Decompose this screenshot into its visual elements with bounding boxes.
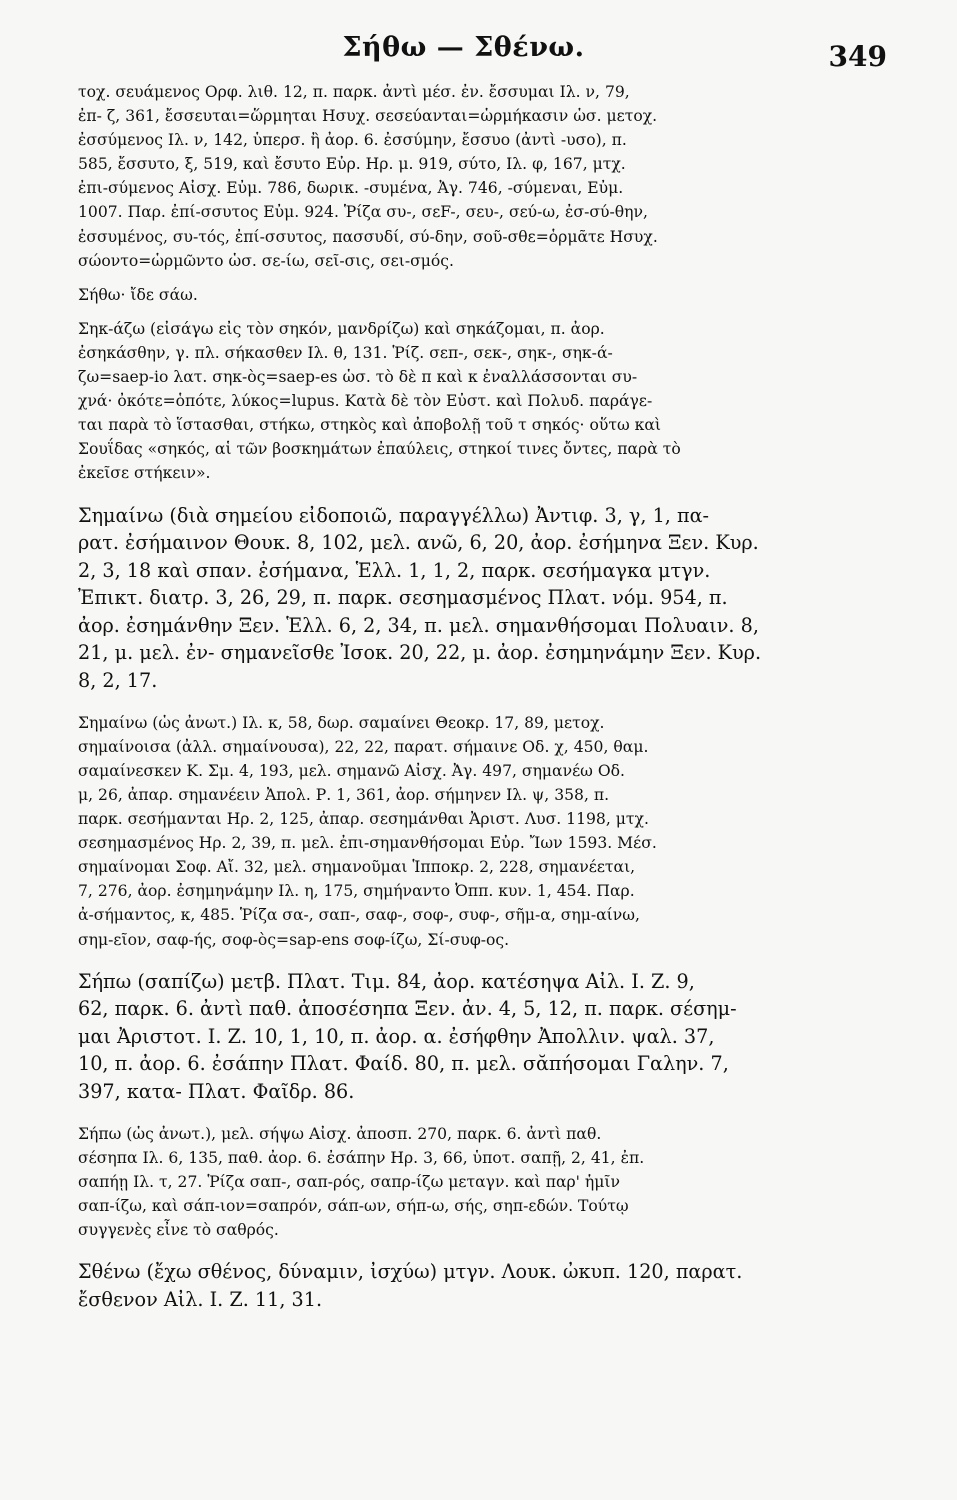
- entry-line: ρατ. ἐσήμαινον Θουκ. 8, 102, μελ. ανῶ, 6, 20, ἀορ. ἐσήμηνα Ξεν. Κυρ.: [78, 531, 759, 555]
- dictionary-entry-sepo-small: [78, 1122, 849, 1242]
- entry-line: ἔσθενον Αἰλ. Ι. Ζ. 11, 31.: [78, 1287, 323, 1311]
- dictionary-entries: [78, 80, 849, 1313]
- entry-gap: [78, 486, 849, 502]
- dictionary-entry-semaino-large: [78, 502, 849, 695]
- page-number: 349: [828, 40, 887, 73]
- dictionary-entry-sekazo: [78, 317, 849, 486]
- entry-line: 10, π. ἀορ. 6. ἐσάπην Πλατ. Φαίδ. 80, π. μελ. σᾰπήσομαι Γαλην. 7,: [78, 1052, 729, 1076]
- dictionary-entry-stheno-large: [78, 1258, 849, 1313]
- running-header: [78, 26, 887, 80]
- entry-line: χνά· ὀκότε=ὁπότε, λύκος=lupus. Κατὰ δὲ τὸν Εὐστ. καὶ Πολυδ. παράγε-: [78, 392, 653, 411]
- entry-line: 7, 276, ἀορ. ἐσημηνάμην Ιλ. η, 175, σημήναντο Ὀππ. κυν. 1, 454. Παρ.: [78, 882, 635, 901]
- entry-gap: [78, 1106, 849, 1122]
- entry-line: σημαίνομαι Σοφ. Αἴ. 32, μελ. σημανοῦμαι Ἱπποκρ. 2, 228, σημανέεται,: [78, 858, 636, 877]
- entry-line: Σηκ-άζω (εἰσάγω εἰς τὸν σηκόν, μανδρίζω) καὶ σηκάζομαι, π. ἀορ.: [78, 319, 605, 338]
- entry-gap: [78, 307, 849, 317]
- entry-line: μαι Ἀριστοτ. Ι. Ζ. 10, 1, 10, π. ἀορ. α. ἐσήφθην Ἀπολλιν. ψαλ. 37,: [78, 1024, 715, 1048]
- entry-line: τοχ. σευάμενος Ορφ. λιθ. 12, π. παρκ. ἀντὶ μέσ. ἐν. ἔσσυμαι Ιλ. ν, 79,: [78, 83, 630, 101]
- entry-line: Σημαίνω (ὡς ἀνωτ.) Ιλ. κ, 58, δωρ. σαμαίνει Θεοκρ. 17, 89, μετοχ.: [78, 713, 605, 732]
- entry-line: Σημαίνω (διὰ σημείου εἰδοποιῶ, παραγγέλλω) Ἀντιφ. 3, γ, 1, πα-: [78, 503, 710, 527]
- entry-line: 585, ἔσσυτο, ξ, 519, καὶ ἔσυτο Εὐρ. Ηρ. μ. 919, σύτο, Ιλ. φ, 167, μτχ.: [78, 155, 626, 174]
- entry-line: ἐπι-σύμενος Αἰσχ. Εὐμ. 786, δωρικ. -συμένα, Ἀγ. 746, -σύμεναι, Εὐμ.: [78, 179, 624, 198]
- entry-line: σημαίνοισα (ἀλλ. σημαίνουσα), 22, 22, παρατ. σήμαινε Οδ. χ, 450, θαμ.: [78, 737, 649, 756]
- entry-line: σημ-εῖον, σαφ-ής, σοφ-ὸς=sap-ens σοφ-ίζω, Σί-συφ-ος.: [78, 930, 510, 949]
- entry-line: ἐκεῖσε στήκειν».: [78, 464, 211, 483]
- entry-line: παρκ. σεσήμανται Ηρ. 2, 125, ἀπαρ. σεσημάνθαι Ἀριστ. Λυσ. 1198, μτχ.: [78, 810, 649, 829]
- entry-line: ἀορ. ἐσημάνθην Ξεν. Ἑλλ. 6, 2, 34, π. μελ. σημανθήσομαι Πολυαιν. 8,: [78, 613, 759, 637]
- entry-line: Σήπω (ὡς ἀνωτ.), μελ. σήψω Αἰσχ. ἀποσπ. 270, παρκ. 6. ἀντὶ παθ.: [78, 1124, 602, 1143]
- entry-line: 1007. Παρ. ἐπί-σσυτος Εὐμ. 924. Ῥίζα συ-, σεF-, σευ-, σεύ-ω, ἐσ-σύ-θην,: [78, 203, 648, 222]
- entry-line: ἐσσυμένος, συ-τός, ἐπί-σσυτος, πασσυδί, σύ-δην, σοῦ-σθε=ὁρμᾶτε Ησυχ.: [78, 227, 658, 246]
- entry-line: σαπ-ίζω, καὶ σάπ-ιον=σαπρόν, σάπ-ων, σήπ-ω, σής, σηπ-εδών. Τούτῳ: [78, 1196, 629, 1215]
- entry-line: ἀ-σήμαντος, κ, 485. Ῥίζα σα-, σαπ-, σαφ-, σοφ-, συφ-, σῆμ-α, σημ-αίνω,: [78, 906, 640, 925]
- entry-line: Σήπω (σαπίζω) μετβ. Πλατ. Τιμ. 84, ἀορ. κατέσηψα Αἰλ. Ι. Ζ. 9,: [78, 969, 695, 993]
- entry-line: 397, κατα- Πλατ. Φαῖδρ. 86.: [78, 1079, 355, 1103]
- entry-line: σέσηπα Ιλ. 6, 135, παθ. ἀορ. 6. ἐσάπην Ηρ. 3, 66, ὑποτ. σαπῇ, 2, 41, ἐπ.: [78, 1148, 645, 1167]
- entry-line: σαπήῃ Ιλ. τ, 27. Ῥίζα σαπ-, σαπ-ρός, σαπρ-ίζω μεταγν. καὶ παρ' ἡμῖν: [78, 1172, 620, 1191]
- dictionary-entry-semaino-small: [78, 711, 849, 952]
- entry-line: 2, 3, 18 καὶ σπαν. ἐσήμανα, Ἑλλ. 1, 1, 2, παρκ. σεσήμαγκα μτγν.: [78, 558, 711, 582]
- entry-gap: [78, 952, 849, 968]
- entry-gap: [78, 1242, 849, 1258]
- page-title: Σήθω — Σθένω.: [342, 32, 585, 63]
- entry-line: Ἐπικτ. διατρ. 3, 26, 29, π. παρκ. σεσημασμένος Πλατ. νόμ. 954, π.: [78, 586, 728, 610]
- entry-gap: [78, 695, 849, 711]
- entry-line: ζω=saep-io λατ. σηκ-ὸς=saep-es ὡσ. τὸ δὲ π καὶ κ ἐναλλάσσονται συ-: [78, 368, 638, 387]
- entry-line: Σήθω· ἴδε σάω.: [78, 285, 198, 304]
- entry-line: ἐπ- ζ, 361, ἔσσευται=ὥρμηται Ησυχ. σεσεύανται=ὡρμήκασιν ὡσ. μετοχ.: [78, 107, 658, 126]
- entry-line: σώοντο=ὡρμῶντο ὡσ. σε-ίω, σεῖ-σις, σει-σμός.: [78, 251, 454, 270]
- entry-line: ἐσηκάσθην, γ. πλ. σήκασθεν Ιλ. θ, 131. Ῥίζ. σεπ-, σεκ-, σηκ-, σηκ-ά-: [78, 343, 613, 362]
- entry-line: 21, μ. μελ. ἐν- σημανεῖσθε Ἰσοκ. 20, 22, μ. ἀορ. ἐσημηνάμην Ξεν. Κυρ.: [78, 641, 762, 665]
- entry-line: 8, 2, 17.: [78, 669, 158, 693]
- entry-line: μ, 26, ἀπαρ. σημανέειν Ἀπολ. Ρ. 1, 361, ἀορ. σήμηνεν Ιλ. ψ, 358, π.: [78, 785, 610, 804]
- entry-line: σαμαίνεσκεν Κ. Σμ. 4, 193, μελ. σημανῶ Αἰσχ. Ἀγ. 497, σημανέω Οδ.: [78, 761, 625, 780]
- entry-line: Σουΐδας «σηκός, αἱ τῶν βοσκημάτων ἐπαύλεις, στηκοί τινες ὄντες, παρὰ τὸ: [78, 440, 681, 459]
- entry-line: 62, παρκ. 6. ἀντὶ παθ. ἀποσέσηπα Ξεν. ἀν. 4, 5, 12, π. παρκ. σέσημ-: [78, 997, 737, 1021]
- entry-line: συγγενὲς εἶνε τὸ σαθρός.: [78, 1220, 279, 1239]
- entry-gap: [78, 273, 849, 283]
- entry-line: ται παρὰ τὸ ἵστασθαι, στήκω, στηκὸς καὶ ἀποβολῇ τοῦ τ σηκός· οὕτω καὶ: [78, 416, 662, 435]
- entry-line: ἐσσύμενος Ιλ. ν, 142, ὑπερσ. ἢ ἀορ. 6. ἐσσύμην, ἔσσυο (ἀντὶ -υσο), π.: [78, 131, 627, 150]
- dictionary-entry-setho-continued: [78, 80, 849, 273]
- entry-line: σεσημασμένος Ηρ. 2, 39, π. μελ. ἐπι-σημανθήσομαι Εὐρ. Ἴων 1593. Μέσ.: [78, 834, 657, 853]
- entry-line: Σθένω (ἔχω σθένος, δύναμιν, ἰσχύω) μτγν. Λουκ. ὠκυπ. 120, παρατ.: [78, 1260, 743, 1284]
- dictionary-entry-sepo-large: [78, 968, 849, 1106]
- dictionary-entry-setho-ide: [78, 283, 849, 307]
